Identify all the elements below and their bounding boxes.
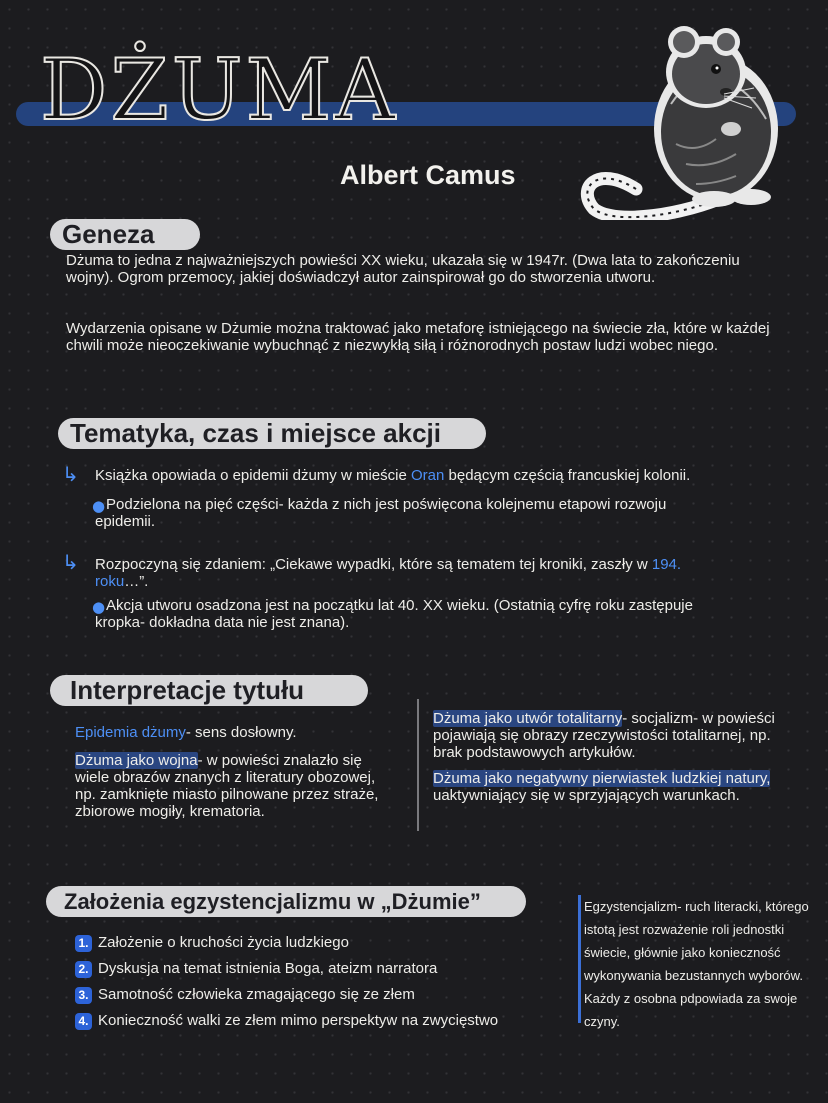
section-heading-zalozenia: Założenia egzystencjalizmu w „Dżumie” [64,889,481,914]
list-item [75,986,535,1012]
number-badge: 2. [75,961,92,978]
number-badge: 1. [75,935,92,952]
section-heading-interpretacje: Interpretacje tytułu [70,675,305,705]
interpretation-left-2-text: - w powieści znalazło się wiele obrazów znanych z literatury obozowej, np. zamknięte miasto pilnowane przez straże, zbiorowe mogiły, krematoria. [75,752,379,820]
highlight-epidemia: Epidemia dżumy [75,724,186,741]
section-pill-zalozenia [46,886,526,917]
section-heading-geneza: Geneza [62,219,155,249]
list-item-text: Dyskusja na temat istnienia Boga, ateizm narratora [98,960,438,977]
curved-arrow-icon: ↳ [62,462,79,486]
interpretation-right-2-text: uaktywniający się w sprzyjających warunkach. [433,787,740,804]
column-divider [417,699,419,831]
highlight-natura: Dżuma jako negatywny pierwiastek ludzkiej natury, [433,770,771,787]
tematyka-sub-1: Podzielona na pięć części- każda z nich jest poświęcona kolejnemu etapowi rozwoju epidemii. [95,496,667,530]
interpretation-left-2 [75,752,395,820]
number-badge: 3. [75,987,92,1004]
page-title: DŻUMA [40,41,399,139]
curved-arrow-icon: ↳ [62,550,79,574]
list-item-text: Samotność człowieka zmagającego się ze złem [98,986,415,1003]
list-item-text: Założenie o kruchości życia ludzkiego [98,934,349,951]
bullet-dot-icon: ● [92,598,106,616]
bullet-dot-icon: ● [92,497,106,515]
highlight-totalitarny: Dżuma jako utwór totalitarny [433,710,623,727]
list-item [75,960,535,986]
section-heading-tematyka: Tematyka, czas i miejsce akcji [70,418,441,448]
list-item [75,1012,535,1038]
existentialism-definition: Egzystencjalizm- ruch literacki, którego istotą jest rozważenie roli jednostki świecie, głównie jako konieczność wykonywania bezustannych wyborów. Każdy z osobna pdpowiada za swoje czyny. [584,899,809,1029]
highlight-wojna: Dżuma jako wojna [75,752,198,769]
section-pill-interpretacje [50,675,368,706]
numbered-list [75,934,535,1038]
interpretation-right-2 [433,770,783,804]
rat-illustration [576,14,812,220]
interpretation-right-1-text: - socjalizm- w powieści pojawiają się obrazy rzeczywistości totalitarnej, np. brak podstawowych artykułów. [433,710,775,761]
list-item-text: Konieczność walki ze złem mimo perspektyw na zwycięstwo [98,1012,499,1029]
year-text: 194. roku [95,556,682,590]
interpretation-left-1 [75,724,395,741]
list-item [75,934,535,960]
interpretation-right-1 [433,710,788,761]
section-pill-tematyka [58,418,486,449]
geneza-paragraph-2: Wydarzenia opisane w Dżumie można traktować jako metaforę istniejącego na świecie zła, które w każdej chwili może nieoczekiwanie wybuchnąć z niezwykłą siłą i różnorodnych postaw ludzi wobec niego. [66,320,770,354]
number-badge: 4. [75,1013,92,1030]
tematyka-item-1-end: będącym częścią francuskiej kolonii. [444,467,691,484]
tematyka-item-1-text: Książka opowiada o epidemii dżumy w mieście [95,467,411,484]
tematyka-item-2-text: Rozpoczyną się zdaniem: „Ciekawe wypadki, które są tematem tej kroniki, zaszły w [95,556,652,573]
city-name: Oran [410,467,445,484]
geneza-paragraph-1: Dżuma to jedna z najważniejszych powieści XX wieku, ukazała się w 1947r. (Dwa lata to zakończeniu wojny). Ogrom przemocy, jakiej doświadczył autor zainspirował go do stworzenia utworu. [66,252,740,286]
interpretation-left-1-text: - sens dosłowny. [185,724,297,741]
tematyka-item-1 [95,467,755,484]
definition-accent-bar [578,895,581,1023]
section-pill-geneza [50,219,200,250]
tematyka-sub-2: Akcja utworu osadzona jest na początku lat 40. XX wieku. (Ostatnią cyfrę roku zastępuje kropka- dokładna data nie jest znana). [95,597,693,631]
tematyka-item-2 [95,556,735,590]
tematyka-item-2-end: …”. [124,573,149,590]
author-name: Albert Camus [340,160,516,190]
